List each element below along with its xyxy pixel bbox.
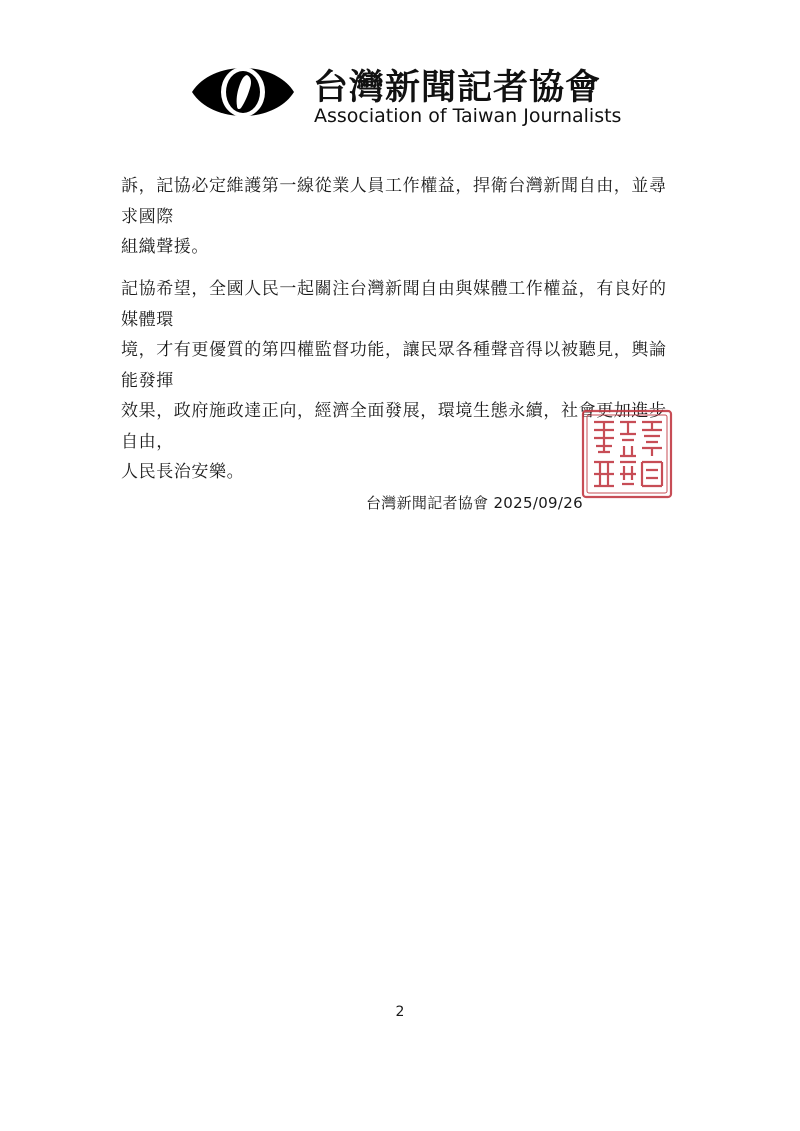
org-name-english: Association of Taiwan Journalists [314, 105, 622, 127]
page-number: 2 [395, 1004, 405, 1020]
official-seal-stamp [580, 408, 674, 500]
eye-logo-icon [190, 58, 296, 126]
org-name-chinese: 台灣新聞記者協會 [313, 68, 602, 108]
signature-line: 台灣新聞記者協會 2025/09/26 [366, 494, 583, 512]
body-paragraph-2: 記協希望，全國人民一起關注台灣新聞自由與媒體工作權益，有良好的媒體環 境，才有更優質的第四權監督功能，讓民眾各種聲音得以被聽見，輿論能發揮 效果，政府施政達正向，經濟全面發展，環境生態永續，社會更加進步自由， 人民長治安樂。 [121, 279, 667, 482]
body-paragraph-1: 訴，記協必定維護第一線從業人員工作權益，捍衛台灣新聞自由，並尋求國際 組織聲援。 [121, 176, 667, 257]
letterhead [190, 54, 622, 134]
